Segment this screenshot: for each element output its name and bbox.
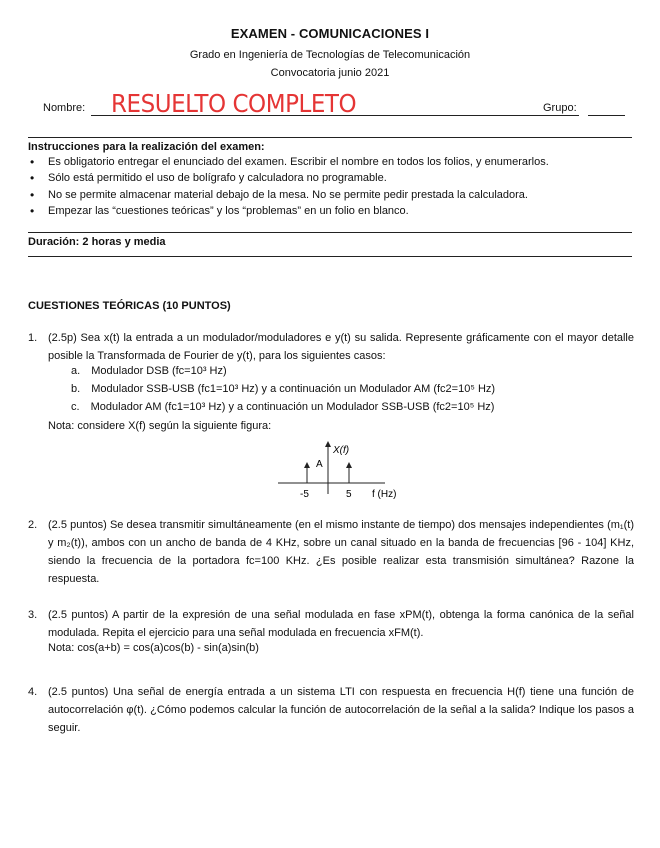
list-item: • Empezar las “cuestiones teóricas” y los “problemas” en un folio en blanco. [28, 203, 549, 219]
handwritten-name: RESUELTO COMPLETO [111, 89, 357, 118]
list-item: • Es obligatorio entregar el enunciado del examen. Escribir el nombre en todos los folios, y enumerarlos. [28, 154, 549, 170]
instructions-heading: Instrucciones para la realización del examen: [28, 141, 265, 153]
question-number: 1. [28, 332, 38, 344]
tick-pos-label: 5 [346, 489, 352, 500]
question-text: (2.5p) Sea x(t) la entrada a un modulador/moduladores e y(t) su salida. Represente gráficamente con el mayor detalle posible la Transformada de Fourier de y(t), para los siguientes casos: [48, 332, 634, 362]
case-b [71, 383, 495, 395]
question-text: (2.5 puntos) Se desea transmitir simultáneamente (en el mismo instante de tiempo) dos mensajes independientes (m₁(t) y m₂(t)), ambos con un ancho de banda de 4 KHz, sobre un canal situado en la banda de frecuencias [96 - 104] KHz, siendo la frecuencia de la portadora fc=100 KHz. ¿Es posible realizar esta transmisión simultánea? Razone la respuesta. [48, 519, 634, 585]
case-c [71, 401, 494, 413]
question-text: (2.5 puntos) A partir de la expresión de una señal modulada en fase xPM(t), obtenga la forma canónica de la señal modulada. Repita el ejercicio para una señal modulada en frecuencia xFM(t). [48, 609, 634, 639]
q1-note: Nota: considere X(f) según la siguiente figura: [48, 420, 272, 432]
q3-note: Nota: cos(a+b) = cos(a)cos(b) - sin(a)sin(b) [48, 642, 259, 654]
case-text: Modulador AM (fc1=10³ Hz) y a continuación un Modulador SSB-USB (fc2=10⁵ Hz) [90, 401, 495, 413]
case-label: a. [71, 365, 81, 377]
instructions-list [28, 154, 549, 219]
question-3 [28, 606, 634, 642]
amp-label: A [316, 459, 323, 470]
duration-text: Duración: 2 horas y media [28, 236, 166, 248]
section-title: CUESTIONES TEÓRICAS (10 PUNTOS) [28, 300, 231, 312]
student-info-row [43, 89, 633, 119]
case-text: Modulador DSB (fc=10³ Hz) [91, 365, 227, 377]
degree-name: Grado en Ingeniería de Tecnologías de Telecomunicación [189, 49, 471, 61]
group-label: Grupo: [543, 102, 577, 114]
list-item: • Sólo está permitido el uso de bolígrafo y calculadora no programable. [28, 170, 549, 186]
exam-title: EXAMEN - COMUNICACIONES I [230, 26, 430, 41]
divider-mid [28, 232, 632, 233]
case-label: c. [71, 401, 80, 413]
exam-session: Convocatoria junio 2021 [270, 67, 390, 79]
spectrum-figure [270, 438, 420, 508]
case-label: b. [71, 383, 81, 395]
question-text: (2.5 puntos) Una señal de energía entrada a un sistema LTI con respuesta en frecuencia H(f) tiene una función de autocorrelación φ(t). ¿Cómo podemos calcular la función de autocorrelación de la señal a la salida? Indique los pasos a seguir. [48, 686, 634, 734]
question-number: 2. [28, 519, 38, 531]
question-4 [28, 683, 634, 737]
question-2 [28, 516, 634, 588]
f-axis-label: f (Hz) [372, 489, 397, 500]
xf-label: X(f) [333, 445, 350, 456]
question-1 [28, 329, 634, 365]
divider-top [28, 137, 632, 138]
list-item: • No se permite almacenar material debajo de la mesa. No se permite pedir prestada la calculadora. [28, 187, 549, 203]
divider-bottom [28, 256, 632, 257]
name-label: Nombre: [43, 102, 86, 114]
question-number: 4. [28, 686, 38, 698]
case-a [71, 365, 227, 377]
group-field-line[interactable] [588, 115, 625, 116]
tick-neg-label: -5 [300, 489, 309, 500]
case-text: Modulador SSB-USB (fc1=10³ Hz) y a continuación un Modulador AM (fc2=10⁵ Hz) [91, 383, 496, 395]
question-number: 3. [28, 609, 38, 621]
